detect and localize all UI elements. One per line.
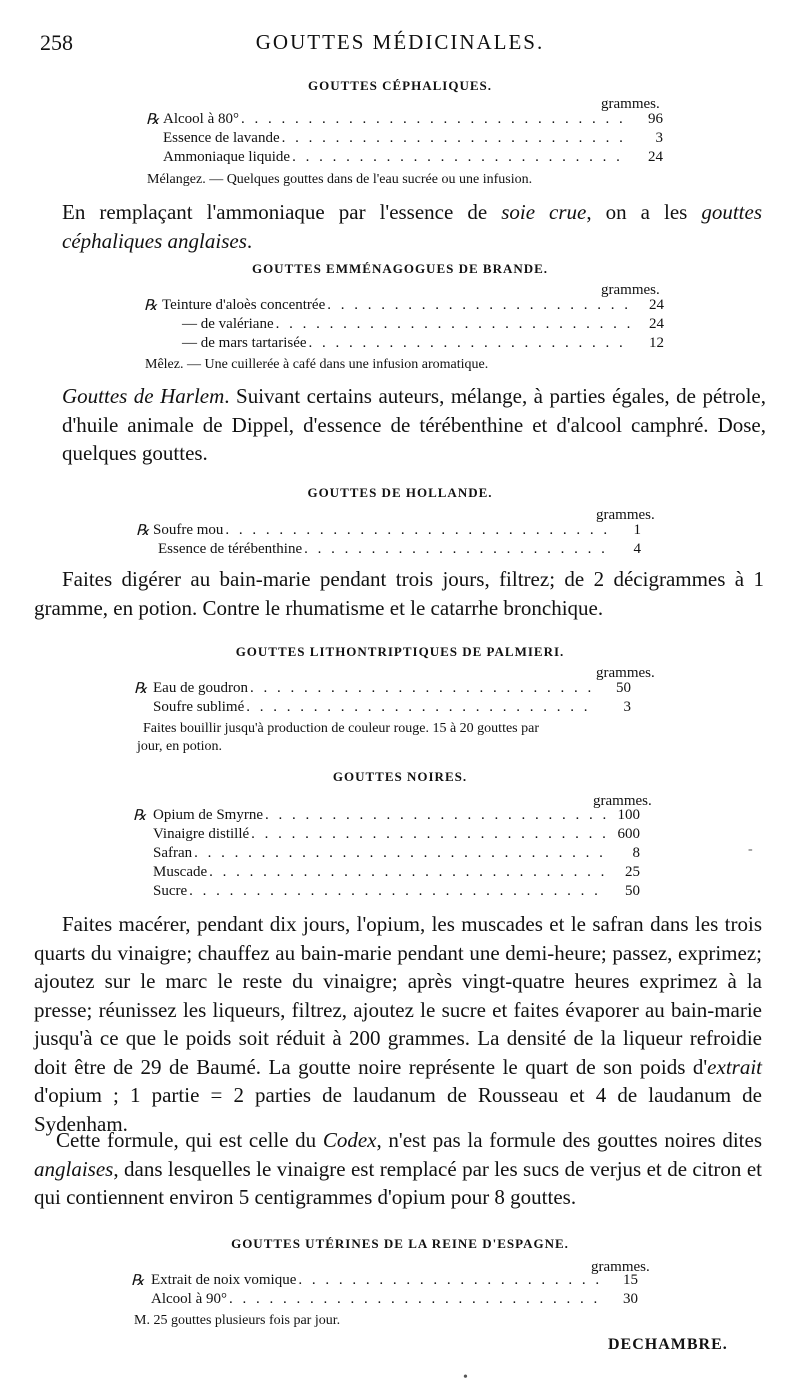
ingredient-row — [163, 110, 663, 129]
recipe-note-line: Faites bouillir jusqu'à production de couleur rouge. 15 à 20 gouttes par — [143, 721, 539, 736]
ingredient-qty: 24 — [648, 149, 663, 165]
unit-label: grammes. — [601, 282, 660, 298]
recipe-note: Mélangez. — Quelques gouttes dans de l'eau sucrée ou une infusion. — [147, 172, 533, 187]
ingredient-qty: 96 — [648, 111, 663, 127]
ingredient-qty: 4 — [633, 541, 641, 557]
section-title-cephaliques: GOUTTES CÉPHALIQUES. — [308, 78, 492, 93]
leader-dots — [207, 863, 606, 882]
leader-dots — [280, 129, 629, 148]
ingredient-name: Extrait de noix vomique — [151, 1272, 297, 1288]
unit-label: grammes. — [596, 665, 655, 681]
recipe-note: Mêlez. — Une cuillerée à café dans une infusion aromatique. — [145, 357, 489, 372]
leader-dots — [290, 148, 629, 167]
margin-mark: • — [463, 1370, 468, 1385]
section-title-brande: GOUTTES EMMÉNAGOGUES DE BRANDE. — [251, 261, 549, 276]
ingredient-qty: 8 — [632, 845, 640, 861]
ingredient-qty: 1 — [633, 522, 641, 538]
recipe-note — [137, 720, 672, 756]
leader-dots — [325, 296, 630, 315]
ingredient-row — [153, 521, 641, 540]
paragraph-harlem: Gouttes de Harlem. Suivant certains auteurs, mélange, à parties égales, de pétrole, d'huile animale de Dippel, d'essence de térébenthine et d'alcool camphré. Dose, quelques gouttes. — [62, 384, 766, 465]
ingredient-name: Sucre — [153, 883, 188, 899]
ingredient-row — [182, 334, 664, 353]
ingredient-name: Soufre mou — [153, 522, 224, 538]
ingredient-row — [182, 315, 664, 334]
ingredient-row — [153, 882, 640, 901]
unit-label: grammes. — [601, 96, 660, 112]
recipe-symbol: ℞ — [146, 112, 160, 128]
ingredient-row — [158, 540, 641, 559]
leader-dots — [274, 315, 630, 334]
ingredient-name: Alcool à 90° — [151, 1291, 227, 1307]
ingredient-row — [153, 863, 640, 882]
unit-label: grammes. — [596, 507, 655, 523]
ingredient-qty: 100 — [617, 807, 640, 823]
ingredient-name: Safran — [153, 845, 193, 861]
leader-dots — [244, 698, 597, 717]
paragraph-hollande: Faites digérer au bain-marie pendant trois jours, filtrez; de 2 décigrammes à 1 gramme, en potion. Contre le rhumatisme et le catarrhe bronchique. — [34, 567, 764, 620]
leader-dots — [302, 540, 607, 559]
leader-dots — [187, 882, 606, 901]
leader-dots — [192, 844, 606, 863]
ingredient-row — [151, 1290, 638, 1309]
ingredient-qty: 50 — [616, 680, 631, 696]
paragraph-noires: Faites macérer, pendant dix jours, l'opium, les muscades et le safran dans les trois quarts du vinaigre; chauffez au bain-marie pendant une demi-heure; passez, exprimez; ajoutez sur le marc le reste du vinaigre; après vingt-quatre heures exprimez à la presse; réunissez les liqueurs, filtrez, ajoutez le sucre et faites évaporer au bain-marie jusqu'à ce que le poids soit réduit à 200 grammes. La densité de la liqueur refroidie doit être de 29 de Baumé. La goutte noire représente le quart de son poids d'extrait d'opium ; 1 partie = 2 parties de laudanum de Rousseau et 4 de laudanum de Sydenham. — [34, 912, 762, 1136]
recipe-symbol: ℞ — [131, 1273, 145, 1289]
recipe-note: M. 25 gouttes plusieurs fois par jour. — [134, 1313, 341, 1328]
recipe-note-line: jour, en potion. — [137, 739, 222, 754]
ingredient-qty: 600 — [617, 826, 640, 842]
ingredient-qty: 30 — [623, 1291, 638, 1307]
ingredient-name: Vinaigre distillé — [153, 826, 250, 842]
unit-label: grammes. — [591, 1259, 650, 1275]
running-title: GOUTTES MÉDICINALES. — [255, 30, 545, 54]
ingredient-row — [163, 129, 663, 148]
ingredient-row — [153, 806, 640, 825]
page-number: 258 — [40, 30, 73, 55]
section-title-noires: GOUTTES NOIRES. — [332, 769, 468, 784]
leader-dots — [239, 110, 629, 129]
leader-dots — [307, 334, 630, 353]
unit-label: grammes. — [593, 793, 652, 809]
ingredient-name: Essence de lavande — [163, 130, 280, 146]
recipe-symbol: ℞ — [144, 298, 158, 314]
ingredient-qty: 15 — [623, 1272, 638, 1288]
leader-dots — [248, 679, 597, 698]
paragraph-anglaises: En remplaçant l'ammoniaque par l'essence de soie crue, on a les gouttes céphaliques anglaises. — [62, 200, 762, 253]
leader-dots — [296, 1271, 604, 1290]
ingredient-name: Eau de goudron — [153, 680, 248, 696]
ingredient-name: Muscade — [153, 864, 208, 880]
ingredient-name: Opium de Smyrne — [153, 807, 263, 823]
ingredient-name: Alcool à 80° — [163, 111, 239, 127]
leader-dots — [227, 1290, 604, 1309]
ingredient-qty: 25 — [625, 864, 640, 880]
paragraph-codex: Cette formule, qui est celle du Codex, n'est pas la formule des gouttes noires dites anglaises, dans lesquelles le vinaigre est remplacé par les sucs de verjus et de citron et qui contiennent environ 5 centigrammes d'opium pour 8 gouttes. — [34, 1128, 762, 1209]
section-title-hollande: GOUTTES DE HOLLANDE. — [307, 485, 493, 500]
ingredient-row — [153, 698, 631, 717]
ingredient-row — [153, 679, 631, 698]
ingredient-qty: 50 — [625, 883, 640, 899]
ingredient-name: Teinture d'aloès concentrée — [162, 297, 326, 313]
leader-dots — [249, 825, 606, 844]
recipe-symbol: ℞ — [136, 523, 150, 539]
leader-dots — [263, 806, 606, 825]
ingredient-qty: 12 — [649, 335, 664, 351]
ingredient-name: Essence de térébenthine — [158, 541, 303, 557]
section-title-uterines: GOUTTES UTÉRINES DE LA REINE D'ESPAGNE. — [231, 1236, 569, 1251]
recipe-symbol: ℞ — [133, 808, 147, 824]
ingredient-name: — de valériane — [182, 316, 274, 332]
leader-dots — [223, 521, 607, 540]
ingredient-qty: 24 — [649, 316, 664, 332]
margin-mark: - — [748, 842, 753, 857]
ingredient-name: Ammoniaque liquide — [163, 149, 291, 165]
ingredient-row — [153, 825, 640, 844]
ingredient-qty: 3 — [655, 130, 663, 146]
ingredient-qty: 24 — [649, 297, 664, 313]
ingredient-row — [163, 148, 663, 167]
recipe-symbol: ℞ — [134, 681, 148, 697]
ingredient-row — [151, 1271, 638, 1290]
ingredient-qty: 3 — [623, 699, 631, 715]
ingredient-name: — de mars tartarisée — [182, 335, 307, 351]
ingredient-name: Soufre sublimé — [153, 699, 245, 715]
ingredient-row — [153, 844, 640, 863]
section-title-palmieri: GOUTTES LITHONTRIPTIQUES DE PALMIERI. — [235, 644, 565, 659]
author-signature: DECHAMBRE. — [608, 1336, 728, 1353]
ingredient-row — [162, 296, 664, 315]
